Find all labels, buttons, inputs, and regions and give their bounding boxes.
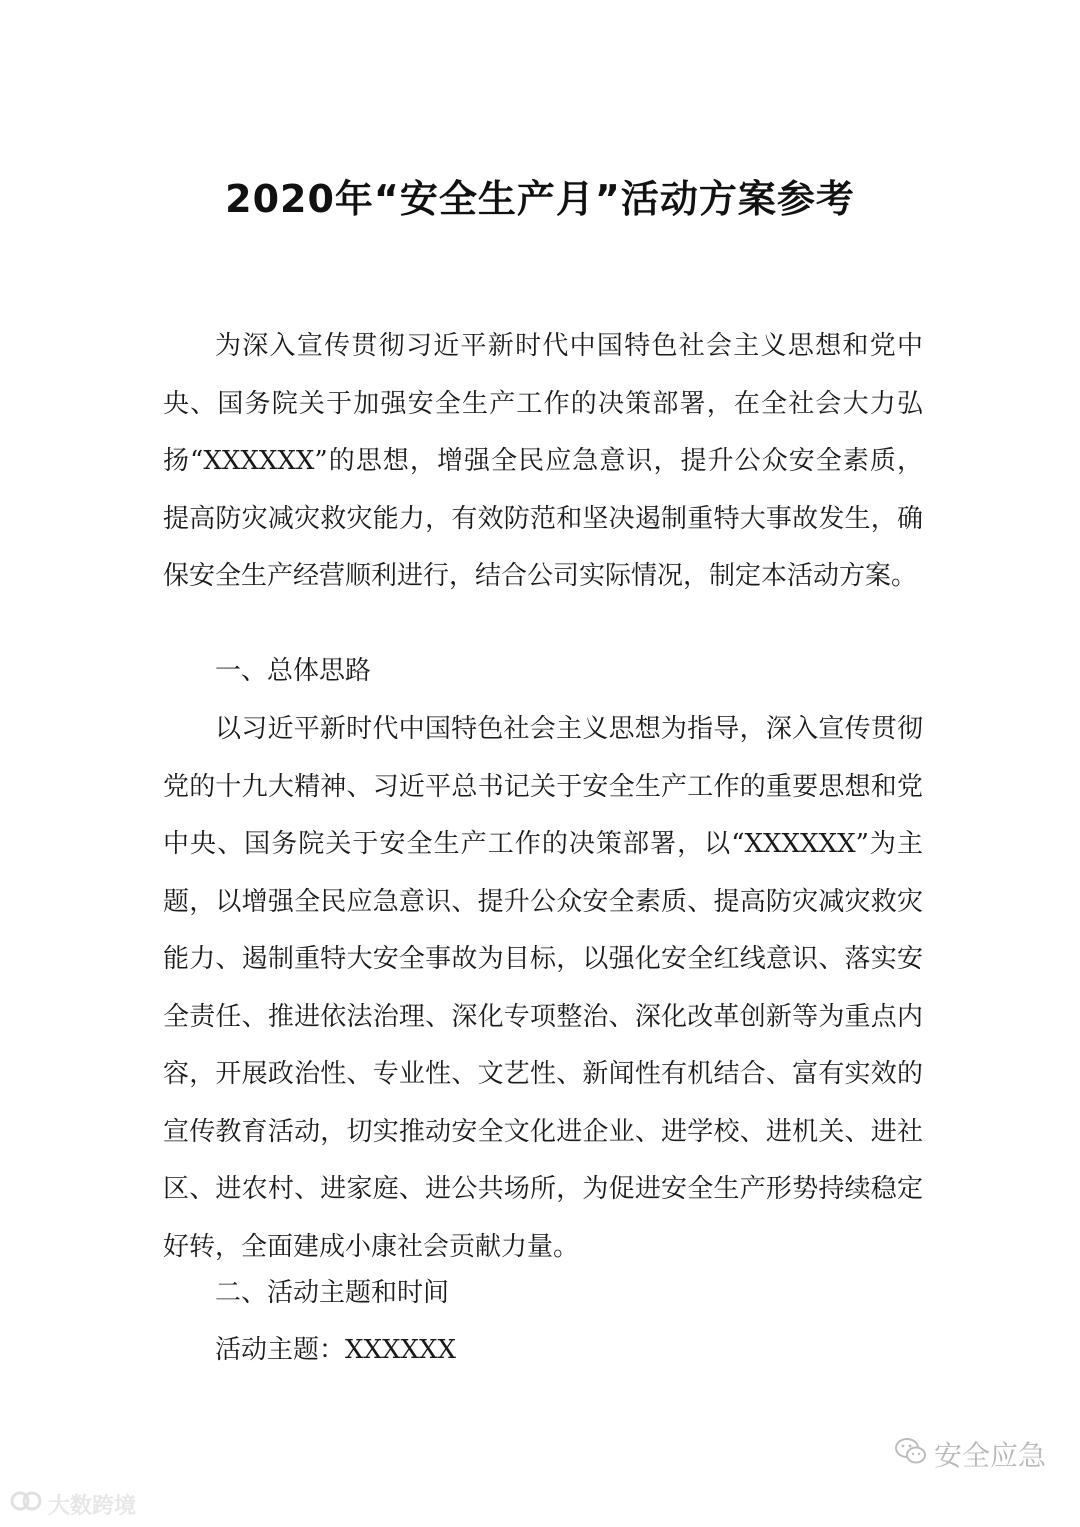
wechat-icon xyxy=(894,1436,928,1473)
section-heading-1: 一、总体思路 xyxy=(215,656,372,686)
site-name: 大数跨境 xyxy=(48,1493,137,1519)
page-title: 2020年“安全生产月”活动方案参考 xyxy=(225,177,855,221)
section-heading-2: 二、活动主题和时间 xyxy=(215,1278,450,1308)
site-watermark xyxy=(10,1486,136,1522)
account-name: 安全应急 xyxy=(933,1439,1046,1472)
theme-line: 活动主题：XXXXXX xyxy=(215,1335,457,1365)
section-body-1: 以习近平新时代中国特色社会主义思想为指导，深入宣传贯彻党的十九大精神、习近平总书记关于安全生产工作的重要思想和党中央、国务院关于安全生产工作的决策部署，以“XXXXXX”为主题，以增强全民应急意识、提升公众安全素质、提高防灾减灾救灾能力、遏制重特大安全事故为目标，以强化安全红线意识、落实安全责任、推进依法治理、深化专项整治、深化改革创新等为重点内容，开展政治性、专业性、文艺性、新闻性有机结合、富有实效的宣传教育活动，切实推动安全文化进企业、进学校、进机关、进社区、进农村、进家庭、进公共场所，为促进安全生产形势持续稳定好转，全面建成小康社会贡献力量。 xyxy=(163,714,923,1262)
intro-paragraph: 为深入宣传贯彻习近平新时代中国特色社会主义思想和党中央、国务院关于加强安全生产工作的决策部署，在全社会大力弘扬“XXXXXX”的思想，增强全民应急意识，提升公众安全素质，提高防灾减灾救灾能力，有效防范和坚决遏制重特大事故发生，确保安全生产经营顺利进行，结合公司实际情况，制定本活动方案。 xyxy=(163,331,923,591)
account-watermark xyxy=(894,1434,1046,1474)
logo-icon xyxy=(10,1488,44,1520)
